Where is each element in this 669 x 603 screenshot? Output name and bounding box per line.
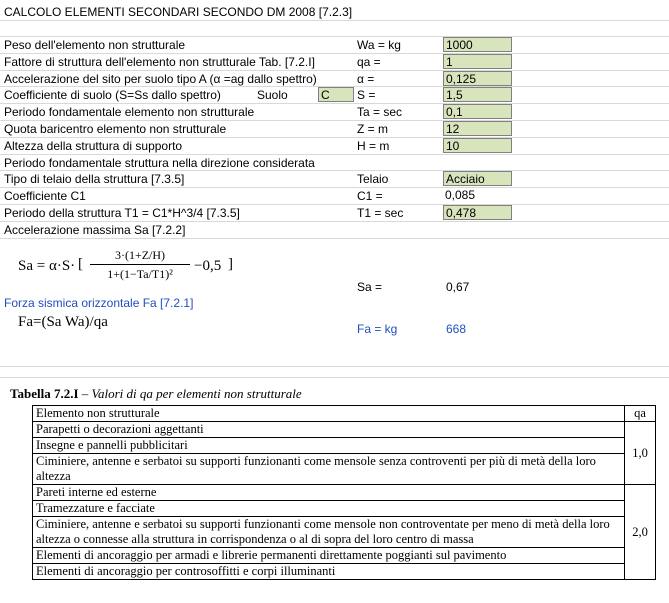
row-symbol: Z = m [357, 122, 389, 136]
table-row [33, 501, 656, 517]
row-symbol: T1 = sec [357, 206, 404, 220]
table-header-qa: qa [625, 406, 656, 422]
sa-formula-numerator: 3·(1+Z/H) [90, 246, 190, 265]
row-value-cell[interactable]: 0,085 [445, 188, 476, 203]
row-symbol: S = [357, 88, 376, 103]
table-cell: Elementi di ancoraggio per controsoffitti e corpi illuminanti [33, 564, 625, 580]
table-caption [10, 386, 302, 402]
fa-value[interactable]: 668 [446, 322, 467, 336]
soil-label: Suolo [257, 88, 288, 103]
row-value-cell[interactable]: 0,1 [443, 104, 512, 119]
row-value-cell[interactable]: 1000 [443, 37, 512, 52]
sa-formula-tail: −0,5 [194, 258, 222, 274]
sa-formula-denominator: 1+(1−Ta/T1)² [107, 267, 173, 281]
row-symbol: α = [357, 71, 375, 86]
row-label: Coefficiente C1 [4, 189, 86, 204]
row-value-cell[interactable]: 1 [443, 54, 512, 69]
row-label: Accelerazione massima Sa [7.2.2] [4, 222, 186, 237]
table-header-row [33, 406, 656, 422]
table-cell: Pareti interne ed esterne [33, 485, 625, 501]
row-label: Fattore di struttura dell'elemento non strutturale Tab. [7.2.I] [4, 54, 315, 69]
row-label: Periodo fondamentale struttura nella direzione considerata [4, 155, 315, 170]
row-symbol: C1 = [357, 189, 383, 204]
table-caption-title: Tabella 7.2.I [10, 386, 79, 401]
table-cell: Parapetti o decorazioni aggettanti [33, 422, 625, 438]
row-label: Peso dell'elemento non strutturale [4, 38, 186, 52]
grid-line [0, 238, 669, 239]
sheet-title: CALCOLO ELEMENTI SECONDARI SECONDO DM 2008 [7.2.3] [4, 5, 353, 19]
row-label: Altezza della struttura di supporto [4, 138, 183, 153]
qa-values-table [32, 405, 656, 580]
sa-bracket-left: [ [78, 256, 83, 272]
table-row [33, 548, 656, 564]
sa-formula-lhs: Sa = α·S· [18, 258, 76, 274]
row-label: Periodo fondamentale elemento non strutturale [4, 105, 255, 120]
table-cell: Insegne e pannelli pubblicitari [33, 438, 625, 454]
group2-value: 2,0 [625, 485, 656, 580]
row-symbol: Telaio [357, 172, 389, 187]
sa-value[interactable]: 0,67 [446, 280, 470, 294]
table-row [33, 517, 656, 548]
table-row [33, 438, 656, 454]
table-row [33, 454, 656, 485]
table-cell: Elementi di ancoraggio per armadi e librerie permanenti direttamente poggianti sul pavimento [33, 548, 625, 564]
sa-formula [18, 256, 75, 276]
row-symbol: qa = [357, 54, 381, 69]
row-label: Periodo della struttura T1 = C1*H^3/4 [7.3.5] [4, 206, 240, 220]
row-symbol: Ta = sec [357, 105, 403, 120]
fa-label: Forza sismica orizzontale Fa [7.2.1] [4, 296, 194, 310]
sa-symbol: Sa = [357, 280, 383, 294]
table-caption-text: – Valori di qa per elementi non strutturale [78, 386, 302, 401]
row-symbol: H = m [357, 138, 390, 153]
fa-symbol: Fa = kg [357, 322, 398, 336]
row-label: Quota baricentro elemento non strutturale [4, 122, 227, 136]
row-value-cell[interactable]: 0,125 [443, 71, 512, 86]
row-value-cell[interactable]: 0,478 [443, 205, 512, 220]
table-row [33, 564, 656, 580]
row-value-cell[interactable]: 10 [443, 138, 512, 153]
row-value-cell[interactable]: 12 [443, 121, 512, 136]
table-row [33, 485, 656, 501]
table-cell: Ciminiere, antenne e serbatoi su supporti funzionanti come mensole senza controventi per più di metà della loro altezza [33, 454, 625, 485]
table-cell: Ciminiere, antenne e serbatoi su supporti funzionanti come mensole non controventate per meno di metà della loro altezza o connesse alla struttura in corrispondenza o al di sopra del loro centro di massa [33, 517, 625, 548]
soil-input[interactable]: C [318, 87, 354, 102]
row-label: Accelerazione del sito per suolo tipo A (α =ag dallo spettro) [4, 71, 317, 86]
table-row [33, 422, 656, 438]
row-symbol: Wa = kg [357, 38, 401, 52]
row-label: Coefficiente di suolo (S=Ss dallo spettro) [4, 88, 221, 103]
row-value-cell[interactable]: Acciaio [443, 171, 512, 186]
row-label: Tipo di telaio della struttura [7.3.5] [4, 172, 185, 187]
table-cell: Tramezzature e facciate [33, 501, 625, 517]
grid-line [0, 187, 669, 188]
sa-bracket-right: ] [228, 256, 233, 272]
fa-formula: Fa=(Sa Wa)/qa [18, 314, 108, 330]
row-value-cell[interactable]: 1,5 [443, 87, 512, 102]
group1-value: 1,0 [625, 422, 656, 485]
table-header-element: Elemento non strutturale [33, 406, 625, 422]
